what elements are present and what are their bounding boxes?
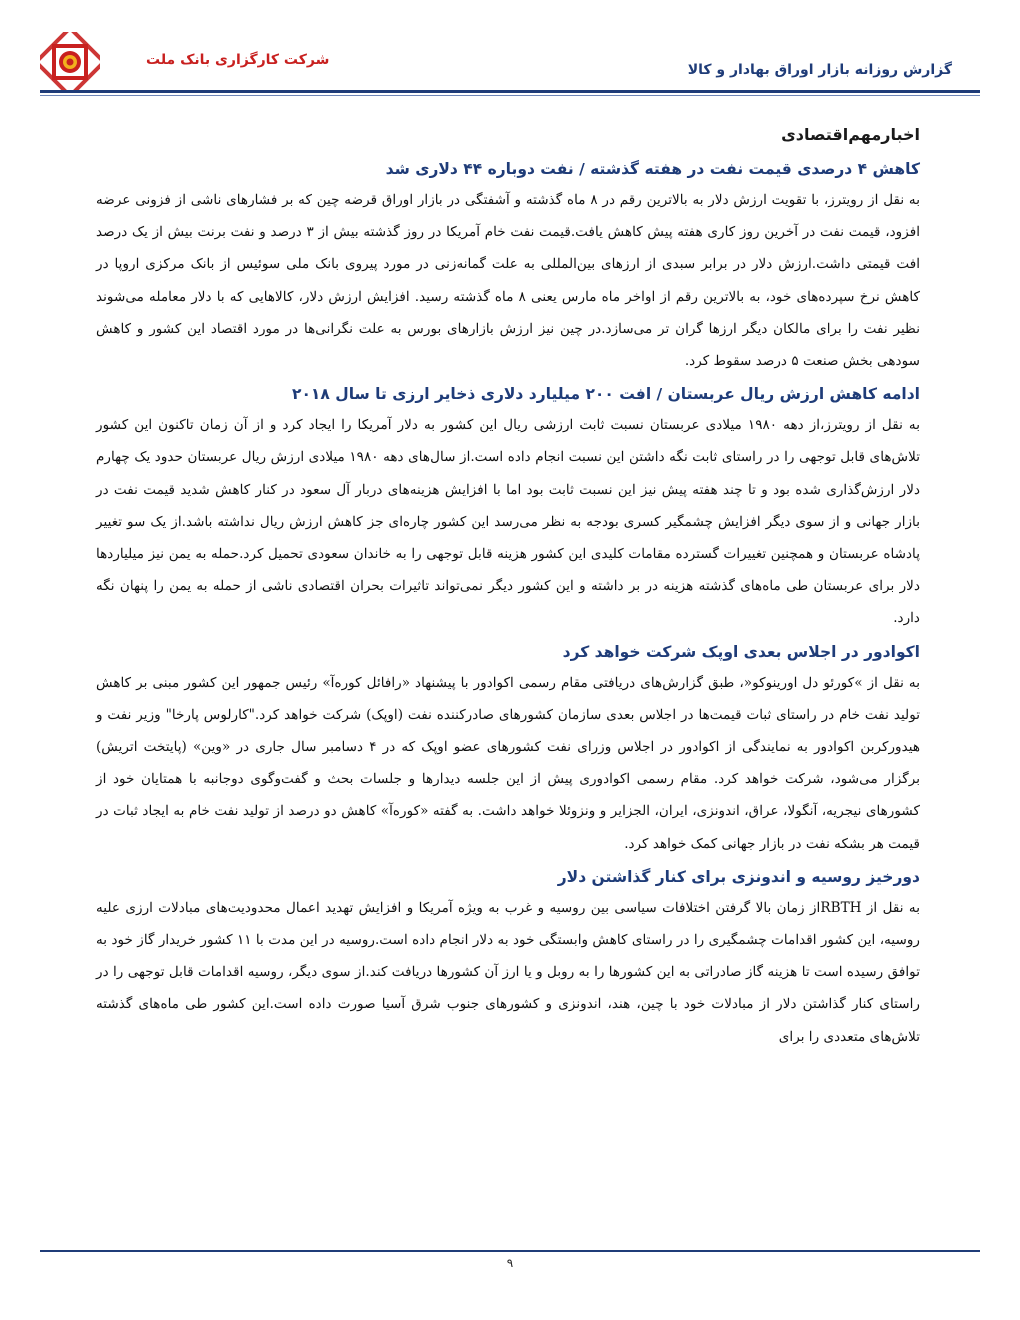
article-body: به نقل از RBTHاز زمان بالا گرفتن اختلافات سیاسی بین روسیه و غرب به ویژه آمریکا و افزایش تهدید اعمال محدودیت‌های مبادلات ارزی علیه روسیه، این کشور اقدامات چشمگیری را در راستای کاهش وابستگی خود به دلار انجام داده است.روسیه در این مدت با ۱۱ کشور خریدار گاز خود به توافق رسیده است تا هزینه گاز صادراتی به این کشورها را به روبل و یا ارز آن کشورها دریافت کند.از سوی دیگر، روسیه اقدامات قابل توجهی را در راستای کنار گذاشتن دلار از مبادلات خود با چین، هند، اندونزی و کشورهای جنوب شرق آسیا صورت داده است.این کشور طی ماه‌های گذشته تلاش‌های متعددی را برای [96, 899, 921, 1045]
page-number: ۹ [506, 1256, 514, 1270]
article-headline: دورخیز روسیه و اندونزی برای کنار گذاشتن دلار [557, 867, 920, 886]
bank-mellat-logo-icon [40, 32, 100, 92]
header-divider [40, 90, 980, 93]
report-content [96, 118, 920, 1055]
company-name: شرکت کارگزاری بانک ملت [146, 52, 330, 68]
page-header [0, 0, 1020, 108]
article-body: به نقل از رویترز،از دهه ۱۹۸۰ میلادی عربستان نسبت ثابت ارزشی ریال این کشور به دلار آمریکا را ایجاد کرد و از آن زمان تاکنون این کشور تلاش‌های قابل توجهی را در راستای ثابت نگه داشتن این نسبت انجام داده است.از سال‌های دهه ۱۹۸۰ میلادی ارزش ریال عربستان حدود یک چهارم دلار ارزش‌گذاری شده بود و تا چند هفته پیش نیز این نسبت ثابت بود اما با افزایش هزینه‌های دربار آل سعود در کنار کاهش شدید قیمت نفت در بازار جهانی و از سوی دیگر افزایش چشمگیر کسری بودجه به نظر می‌رسد این کشور چاره‌ای جز کاهش ارزش ریال نداشته باشد.از یک سو تغییر پادشاه عربستان و همچنین تغییرات گسترده مقامات کلیدی این کشور هزینه قابل توجهی را به خاندان سعودی تحمیل کرد.حمله به یمن نیز میلیاردها دلار برای عربستان طی ماه‌های گذشته هزینه در بر داشته و این کشور دیگر نمی‌تواند تاثیرات بحران اقتصادی ناشی از حمله به یمن را پنهان نگه دارد. [96, 417, 921, 627]
footer-divider [40, 1250, 980, 1252]
article-headline: کاهش ۴ درصدی قیمت نفت در هفته گذشته / نفت دوباره ۴۴ دلاری شد [385, 160, 920, 178]
report-title: گزارش روزانه بازار اوراق بهادار و کالا [687, 62, 952, 78]
article [96, 862, 920, 1053]
article [96, 154, 920, 377]
section-title: اخبارمهم‌اقتصادی [781, 125, 920, 144]
article [96, 637, 920, 860]
header-divider-thin [40, 95, 980, 96]
article [96, 379, 920, 634]
article-headline: ادامه کاهش ارزش ریال عربستان / افت ۲۰۰ میلیارد دلاری ذخایر ارزی تا سال ۲۰۱۸ [292, 385, 920, 404]
article-body: به نقل از »کورئو دل اورینوکو«، طبق گزارش‌های دریافتی مقام رسمی اکوادور با پیشنهاد «رافائل کوره‌آ» رئیس جمهور این کشور مبنی بر کاهش تولید نفت خام در راستای ثبات قیمت‌ها در اجلاس بعدی سازمان کشورهای صادرکننده نفت (اوپک) شرکت خواهد کرد."کارلوس پارخا" وزیر نفت و هیدورکربن اکوادور به نمایندگی از اکوادور در اجلاس وزرای نفت کشورهای عضو اوپک که در ۴ دسامبر سال جاری در «وین» (پایتخت اتریش) برگزار می‌شود، شرکت خواهد کرد. مقام رسمی اکوادوری پیش از این جلسه دیدارها و جلسات بحث و گفت‌وگوی دوجانبه با همتایان خود از کشورهای نیجریه، آنگولا، عراق، اندونزی، ایران، الجزایر و ونزوئلا خواهد داشت. به گفته «کوره‌آ» کاهش دو درصد از تولید نفت خام به ایجاد ثبات در قیمت هر بشکه نفت در بازار جهانی کمک خواهد کرد. [96, 674, 920, 852]
article-headline: اکوادور در اجلاس بعدی اوپک شرکت خواهد کرد [562, 642, 920, 661]
article-body: به نقل از رویترز، با تقویت ارزش دلار به بالاترین رقم در ۸ ماه گذشته و آشفتگی در بازار اوراق قرضه چین که بر فشارهای ناشی از فزونی عرضه افزود، قیمت نفت در آخرین روز کاری هفته پیش کاهش یافت.قیمت نفت خام آمریکا در روز گذشته بیش از ۳ درصد و نفت برنت بیش از یک درصد افت قیمتی داشت.ارزش دلار در برابر سبدی از ارزهای بین‌المللی به علت گمانه‌زنی در مورد پیروی بانک ملی سوئیس از بانک مرکزی اروپا در کاهش نرخ سپرده‌های خود، به بالاترین رقم از اواخر ماه مارس یعنی ۸ ماه گذشته رسید. افزایش ارزش دلار، کالاهایی که با دلار معامله می‌شوند نظیر نفت را برای مالکان دیگر ارزها گران تر می‌سازد.در چین نیز ارزش بازارهای بورس به علت نگرانی‌ها در مورد اقتصاد این کشور و کاهش سودهی بخش صنعت ۵ درصد سقوط کرد. [96, 192, 920, 370]
